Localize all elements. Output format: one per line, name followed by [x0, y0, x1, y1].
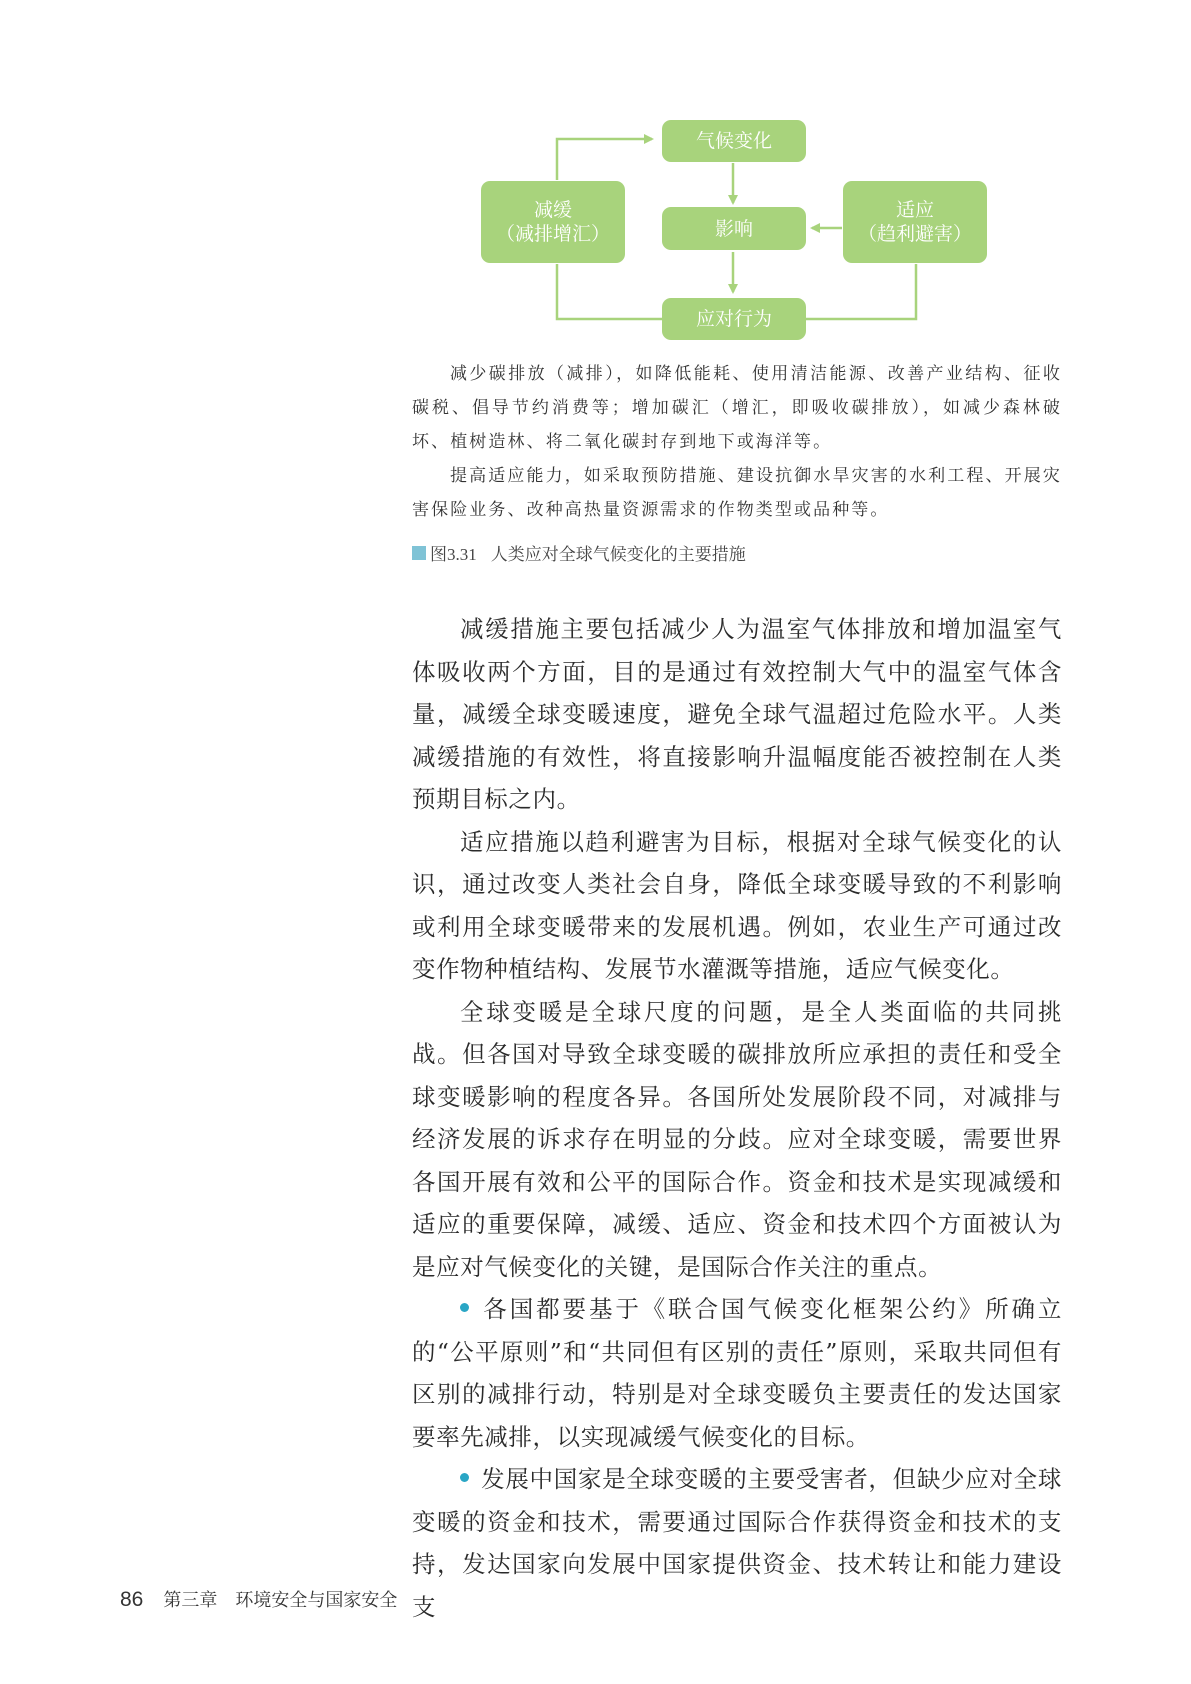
page-number: 86 [120, 1588, 144, 1611]
bullet-icon [460, 1303, 469, 1312]
adaptation-title: 适应 [895, 199, 934, 221]
response-box [662, 298, 806, 340]
chapter-label: 第三章 [163, 1590, 218, 1611]
figure-number: 图3.31 [430, 545, 477, 564]
mitigation-subtitle: （减排增汇） [495, 223, 610, 245]
note-mitigation: 减少碳排放（减排），如降低能耗、使用清洁能源、改善产业结构、征收碳税、倡导节约消费等；增加碳汇（增汇，即吸收碳排放），如减少森林破坏、植树造林、将二氧化碳封存到地下或海洋等。 [412, 364, 1062, 452]
note-adaptation: 提高适应能力，如采取预防措施、建设抗御水旱灾害的水利工程、开展灾害保险业务、改种高热量资源需求的作物类型或品种等。 [412, 466, 1062, 520]
climate-change-box [662, 120, 806, 162]
body-text [412, 608, 1062, 1628]
paragraph-adaptation: 适应措施以趋利避害为目标，根据对全球气候变化的认识，通过改变人类社会自身，降低全球变暖导致的不利影响或利用全球变暖带来的发展机遇。例如，农业生产可通过改变作物种植结构、发展节水灌溉等措施，适应气候变化。 [412, 827, 1062, 983]
mitigation-box [481, 181, 625, 263]
paragraph-mitigation: 减缓措施主要包括减少人为温室气体排放和增加温室气体吸收两个方面，目的是通过有效控制大气中的温室气体含量，减缓全球变暖速度，避免全球气温超过危险水平。人类减缓措施的有效性，将直接影响升温幅度能否被控制在人类预期目标之内。 [412, 615, 1062, 813]
paragraph-global-warming: 全球变暖是全球尺度的问题，是全人类面临的共同挑战。但各国对导致全球变暖的碳排放所应承担的责任和受全球变暖影响的程度各异。各国所处发展阶段不同，对减排与经济发展的诉求存在明显的分歧。应对全球变暖，需要世界各国开展有效和公平的国际合作。资金和技术是实现减缓和适应的重要保障，减缓、适应、资金和技术四个方面被认为是应对气候变化的关键，是国际合作关注的重点。 [412, 997, 1062, 1281]
adaptation-box [843, 181, 987, 263]
bullet-item [412, 1458, 1062, 1628]
line-response-to-mitigation [557, 264, 662, 319]
line-response-to-adaptation [806, 264, 916, 319]
impact-box [662, 207, 806, 250]
figure-note [412, 357, 1062, 527]
page-footer [120, 1586, 397, 1612]
bullet-text: 发展中国家是全球变暖的主要受害者，但缺少应对全球变暖的资金和技术，需要通过国际合作获得资金和技术的支持，发达国家向发展中国家提供资金、技术转让和能力建设支 [412, 1465, 1062, 1621]
bullet-text: 各国都要基于《联合国气候变化框架公约》所确立的“公平原则”和“共同但有区别的责任”原则，采取共同但有区别的减排行动，特别是对全球变暖负主要责任的发达国家要率先减排，以实现减缓气候变化的目标。 [412, 1295, 1062, 1451]
impact-label: 影响 [714, 217, 753, 240]
response-label: 应对行为 [695, 308, 772, 330]
climate-change-label: 气候变化 [695, 130, 772, 152]
caption-marker-icon [412, 546, 426, 560]
diagram-arrows [0, 0, 1191, 340]
bullet-item [412, 1288, 1062, 1458]
mitigation-title: 减缓 [533, 199, 572, 221]
arrow-mitigation-to-climate [557, 139, 652, 180]
climate-response-diagram [0, 0, 1191, 340]
bullet-icon [460, 1473, 469, 1482]
chapter-title: 环境安全与国家安全 [235, 1590, 398, 1611]
figure-caption [412, 540, 746, 565]
adaptation-subtitle: （趋利避害） [857, 223, 972, 245]
figure-title: 人类应对全球气候变化的主要措施 [490, 545, 746, 565]
